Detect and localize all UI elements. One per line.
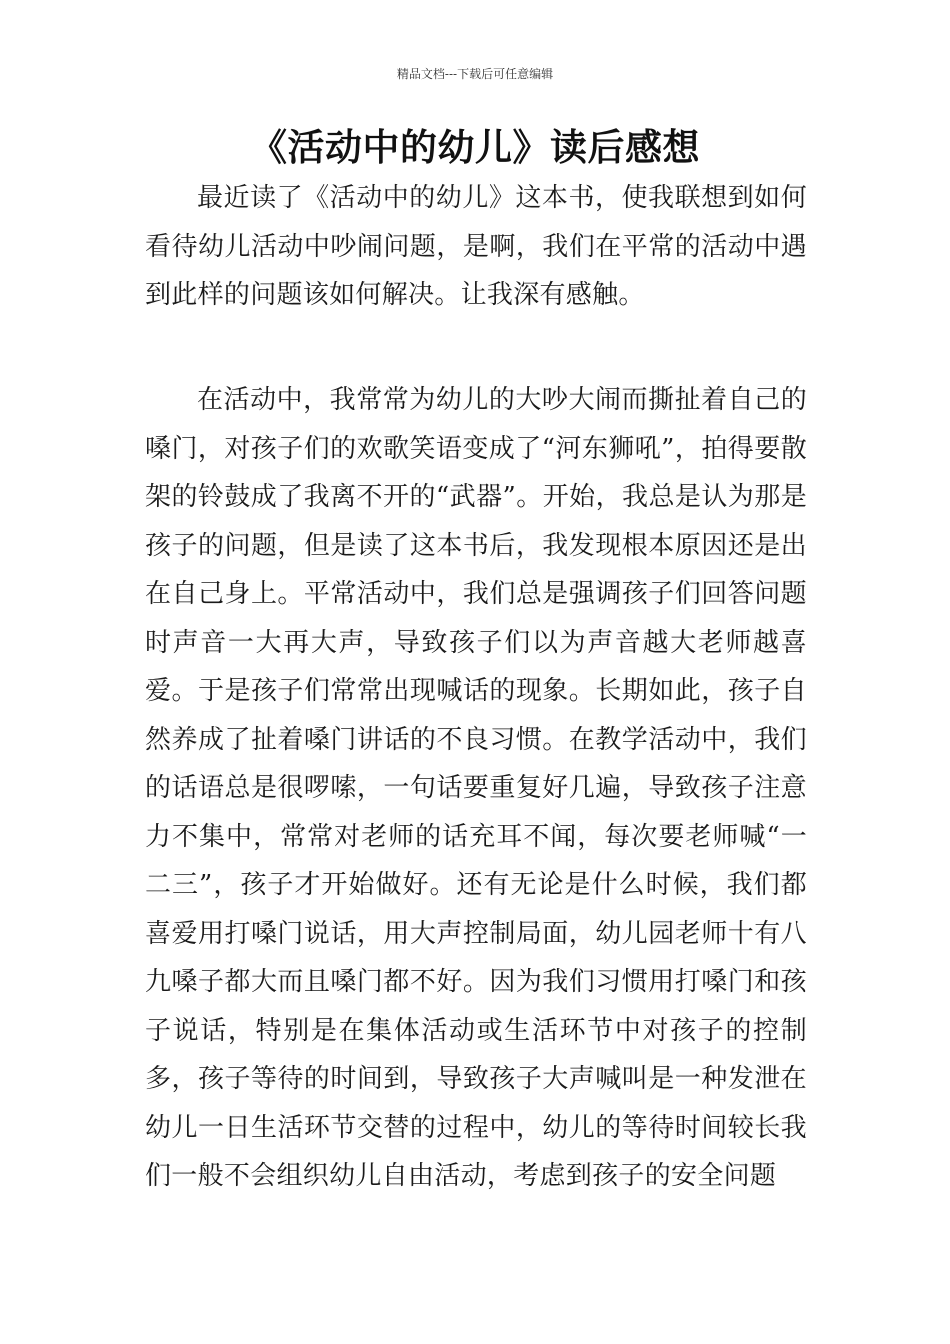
paragraph-2: 在活动中，我常常为幼儿的大吵大闹而撕扯着自己的嗓门，对孩子们的欢歌笑语变成了“河东狮吼”，拍得要散架的铃鼓成了我离不开的“武器”。开始，我总是认为那是孩子的问题，但是读了这本书后，我发现根本原因还是出在自己身上。平常活动中，我们总是强调孩子们回答问题时声音一大再大声，导致孩子们以为声音越大老师越喜爱。于是孩子们常常出现喊话的现象。长期如此，孩子自然养成了扯着嗓门讲话的不良习惯。在教学活动中，我们的话语总是很啰嗦，一句话要重复好几遍，导致孩子注意力不集中，常常对老师的话充耳不闻，每次要老师喊“一二三”，孩子才开始做好。还有无论是什么时候，我们都喜爱用打嗓门说话，用大声控制局面，幼儿园老师十有八九嗓子都大而且嗓门都不好。因为我们习惯用打嗓门和孩子说话，特别是在集体活动或生活环节中对孩子的控制多，孩子等待的时间到，导致孩子大声喊叫是一种发泄在幼儿一日生活环节交替的过程中，幼儿的等待时间较长我们一般不会组织幼儿自由活动，考虑到孩子的安全问题 xyxy=(145,385,807,1191)
document-title: 《活动中的幼儿》读后感想 xyxy=(250,126,700,169)
paragraph-1: 最近读了《活动中的幼儿》这本书，使我联想到如何看待幼儿活动中吵闹问题，是啊，我们在平常的活动中遇到此样的问题该如何解决。让我深有感触。 xyxy=(145,183,807,310)
header-note: 精品文档---下载后可任意编辑 xyxy=(396,67,554,81)
